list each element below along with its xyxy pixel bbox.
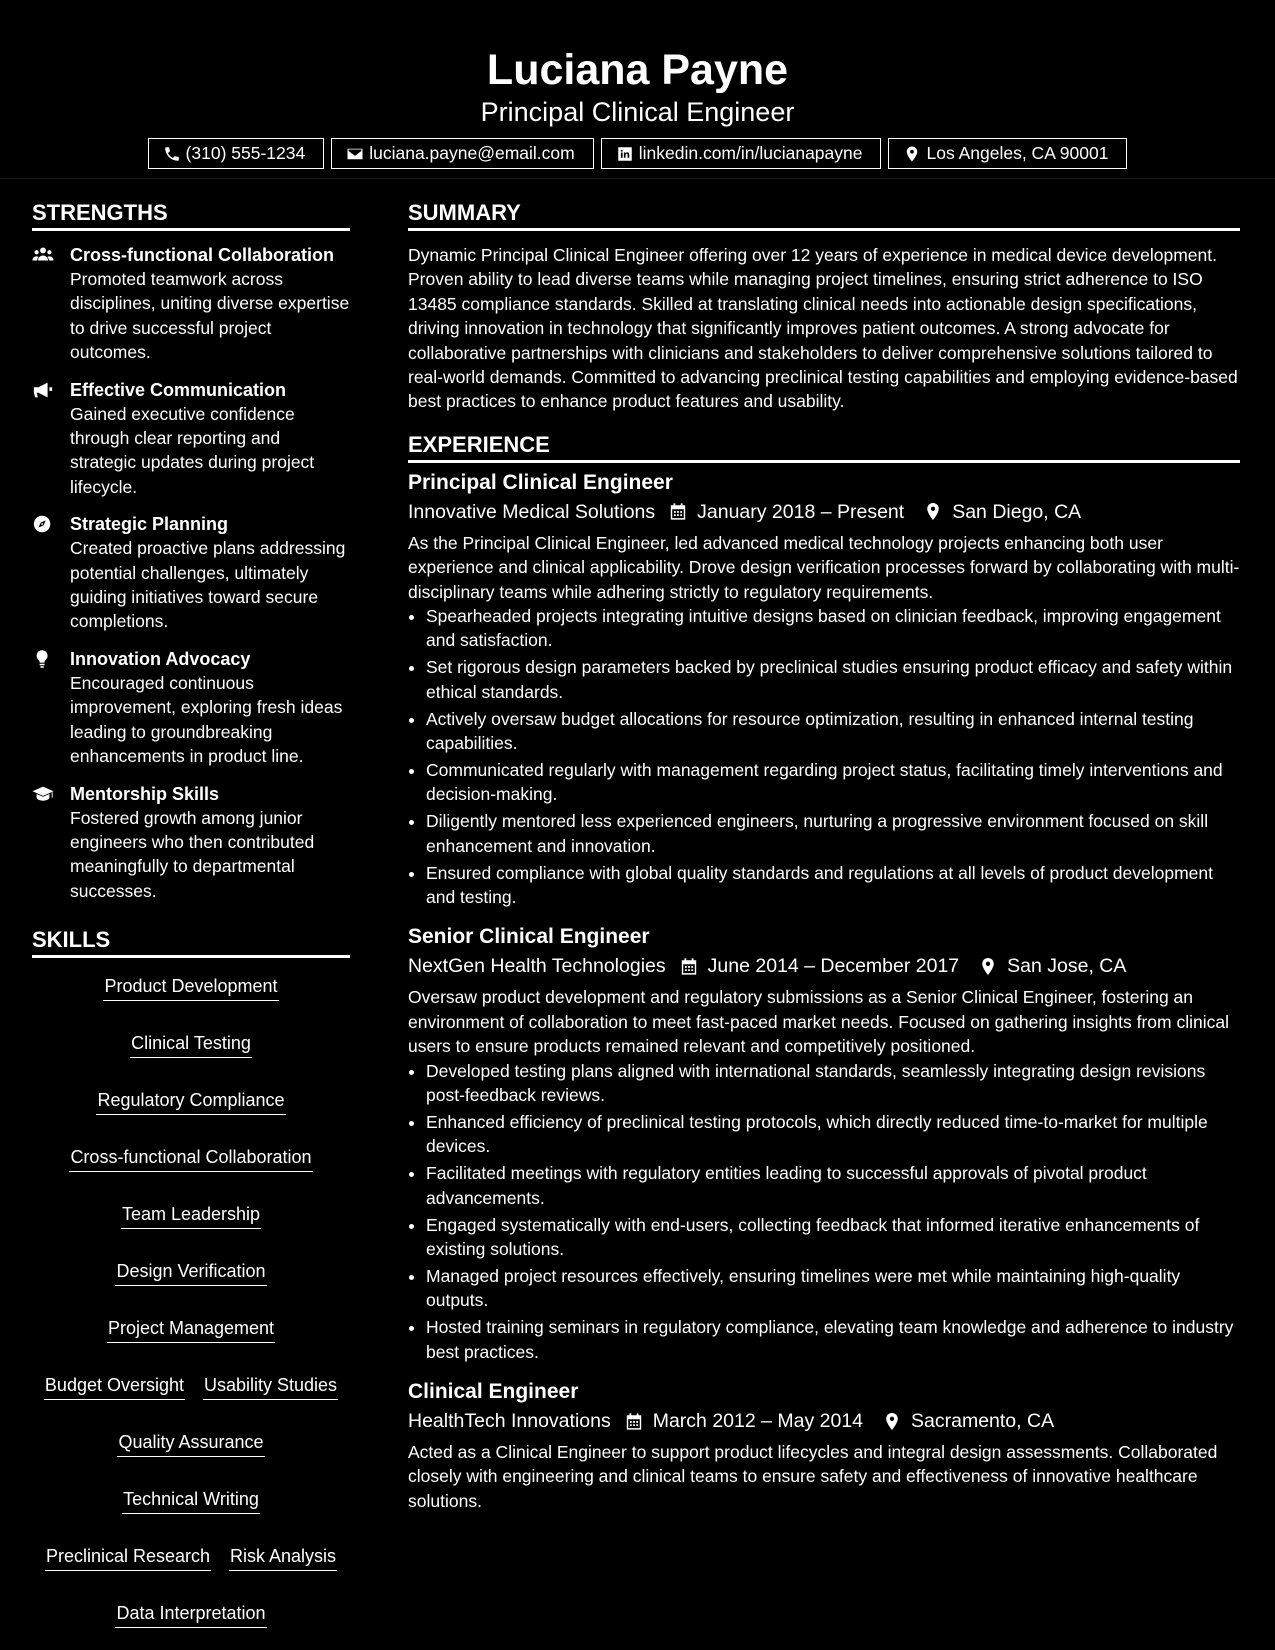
contact-location: [888, 138, 1127, 169]
lightbulb-icon: [32, 649, 56, 669]
strength-item: [32, 782, 350, 904]
strength-item: [32, 243, 350, 365]
job-dates: June 2014 – December 2017: [707, 955, 960, 978]
job-role: Clinical Engineer: [408, 1380, 579, 1404]
users-icon: [32, 245, 56, 265]
list-item: • Communicated regularly with management regarding project status, facilitating timely interventions and decision-making.: [426, 758, 1240, 807]
skill-tag: Product Development: [103, 974, 278, 1001]
experience-heading: EXPERIENCE: [408, 430, 1240, 463]
skill-tag: Budget Oversight: [44, 1373, 185, 1400]
skill-tag: Project Management: [107, 1316, 275, 1343]
job-entry: [408, 923, 1240, 1364]
skill-tag: Risk Analysis: [229, 1544, 337, 1571]
skills-list: [32, 972, 350, 1628]
job-bullets: [408, 1059, 1240, 1364]
map-pin-icon: [883, 1412, 901, 1431]
strength-desc: Gained executive confidence through clear reporting and strategic updates during project lifecycle.: [70, 403, 315, 497]
job-location: San Jose, CA: [1007, 955, 1127, 978]
job-dates: March 2012 – May 2014: [652, 1410, 864, 1433]
list-item: • Diligently mentored less experienced engineers, nurturing a progressive environment focused on skill enhancement and innovation.: [426, 809, 1240, 858]
job-company: HealthTech Innovations: [408, 1410, 611, 1433]
contact-linkedin[interactable]: [601, 138, 882, 169]
compass-icon: [32, 514, 56, 534]
skills-heading: SKILLS: [32, 925, 350, 958]
job-description: As the Principal Clinical Engineer, led advanced medical technology projects enhancing both user experience and clinical applicability. Drove design verification processes forward by collaborating with multi-disciplinary teams while adhering strictly to regulatory requirements.: [408, 532, 1240, 602]
resume-header: [0, 0, 1275, 179]
strength-item: [32, 647, 350, 769]
list-item: • Developed testing plans aligned with international standards, seamlessly integrating design revisions post-feedback reviews.: [426, 1059, 1240, 1108]
strength-item: [32, 378, 350, 500]
contact-bar: [0, 138, 1275, 169]
job-description: Acted as a Clinical Engineer to support product lifecycles and integral design assessments. Collaborated closely with engineering and clinical teams to ensure safety and effectiveness of innovative healthcare solutions.: [408, 1442, 1218, 1511]
strength-desc: Created proactive plans addressing potential challenges, ultimately guiding initiatives toward secure completions.: [70, 538, 346, 632]
map-pin-icon: [924, 502, 942, 521]
megaphone-icon: [32, 380, 56, 400]
linkedin-icon: [616, 145, 634, 163]
skill-tag: Technical Writing: [122, 1487, 260, 1514]
skill-tag: Regulatory Compliance: [96, 1088, 285, 1115]
strength-title: Effective Communication: [70, 379, 287, 400]
job-role: Senior Clinical Engineer: [408, 925, 650, 949]
list-item: • Spearheaded projects integrating intuitive designs based on clinician feedback, improving engagement and satisfaction.: [426, 604, 1240, 653]
job-meta: [408, 1406, 1240, 1436]
calendar-icon: [625, 1412, 643, 1431]
map-pin-icon: [903, 145, 921, 163]
strength-title: Innovation Advocacy: [70, 648, 251, 669]
skill-tag: Preclinical Research: [45, 1544, 211, 1571]
map-pin-icon: [979, 957, 997, 976]
skill-tag: Data Interpretation: [115, 1601, 266, 1628]
list-item: • Facilitated meetings with regulatory entities leading to successful approvals of pivotal product advancements.: [426, 1161, 1240, 1210]
job-location: Sacramento, CA: [911, 1410, 1055, 1433]
contact-location-text: Los Angeles, CA 90001: [926, 143, 1109, 163]
contact-linkedin-text: linkedin.com/in/lucianapayne: [638, 143, 863, 163]
skill-tag: Quality Assurance: [117, 1430, 264, 1457]
contact-email-text: luciana.payne@email.com: [369, 143, 575, 163]
job-bullets: [408, 604, 1240, 909]
list-item: • Set rigorous design parameters backed by preclinical studies ensuring product efficacy and safety within ethical standards.: [426, 655, 1240, 704]
skill-tag: Design Verification: [115, 1259, 266, 1286]
skill-tag: Team Leadership: [121, 1202, 261, 1229]
skill-tag: Cross-functional Collaboration: [69, 1145, 312, 1172]
strength-title: Cross-functional Collaboration: [70, 245, 335, 265]
list-item: • Hosted training seminars in regulatory compliance, elevating team knowledge and adherence to industry best practices.: [426, 1315, 1240, 1364]
list-item: • Actively oversaw budget allocations for resource optimization, resulting in enhanced internal testing capabilities.: [426, 707, 1240, 756]
strength-desc: Encouraged continuous improvement, exploring fresh ideas leading to groundbreaking enhancements in product line.: [70, 672, 343, 767]
skill-tag: Clinical Testing: [130, 1031, 252, 1058]
strength-desc: Fostered growth among junior engineers who then contributed meaningfully to departmental successes.: [70, 807, 315, 901]
job-company: NextGen Health Technologies: [408, 955, 666, 978]
summary-text: Dynamic Principal Clinical Engineer offering over 12 years of experience in medical device development. Proven ability to lead diverse teams while managing project timelines, ensuring strict adherence to ISO 13485 compliance standards. Skilled at translating clinical needs into actionable design specifications, driving innovation in technology that significantly improves patient outcomes. A strong advocate for collaborative partnerships with clinicians and stakeholders to deliver comprehensive solutions tailored to real-world demands. Committed to advancing preclinical testing capabilities and employing evidence-based best practices to enhance product features and usability.: [408, 245, 1238, 412]
strengths-heading: STRENGTHS: [32, 198, 350, 231]
left-column: [32, 198, 350, 1628]
contact-email[interactable]: [331, 138, 594, 169]
job-entry: [408, 1378, 1240, 1513]
skill-tag: Usability Studies: [203, 1373, 338, 1400]
list-item: • Managed project resources effectively, ensuring timelines were met while maintaining high-quality outputs.: [426, 1264, 1240, 1313]
summary-heading: SUMMARY: [408, 198, 1240, 231]
strength-desc: Promoted teamwork across disciplines, uniting diverse expertise to drive successful project outcomes.: [70, 269, 350, 363]
strength-title: Mentorship Skills: [70, 783, 220, 804]
strength-title: Strategic Planning: [70, 514, 229, 535]
job-description: Oversaw product development and regulatory submissions as a Senior Clinical Engineer, fostering an environment of collaboration to meet fast-paced market needs. Focused on gathering insights from clinical users to ensure products remained relevant and competitively positioned.: [408, 987, 1229, 1057]
job-entry: [408, 469, 1240, 910]
candidate-title: Principal Clinical Engineer: [480, 97, 795, 127]
job-dates: January 2018 – Present: [697, 500, 905, 523]
graduation-cap-icon: [32, 784, 56, 804]
candidate-name: Luciana Payne: [486, 46, 789, 94]
job-company: Innovative Medical Solutions: [408, 500, 656, 523]
list-item: • Ensured compliance with global quality standards and regulations at all levels of product development and testing.: [426, 861, 1240, 910]
contact-phone-text: (310) 555-1234: [185, 143, 306, 163]
phone-icon: [163, 145, 181, 163]
list-item: • Enhanced efficiency of preclinical testing protocols, which directly reduced time-to-market for multiple devices.: [426, 1110, 1240, 1159]
calendar-icon: [680, 957, 698, 976]
list-item: • Engaged systematically with end-users, collecting feedback that informed iterative enhancements of existing solutions.: [426, 1213, 1240, 1262]
contact-phone[interactable]: [148, 138, 325, 169]
strength-item: [32, 512, 350, 634]
calendar-icon: [669, 502, 687, 521]
job-meta: [408, 497, 1240, 527]
envelope-icon: [346, 145, 364, 163]
job-role: Principal Clinical Engineer: [408, 470, 673, 494]
job-meta: [408, 951, 1240, 981]
job-location: San Diego, CA: [952, 500, 1082, 523]
right-column: [408, 198, 1240, 1527]
